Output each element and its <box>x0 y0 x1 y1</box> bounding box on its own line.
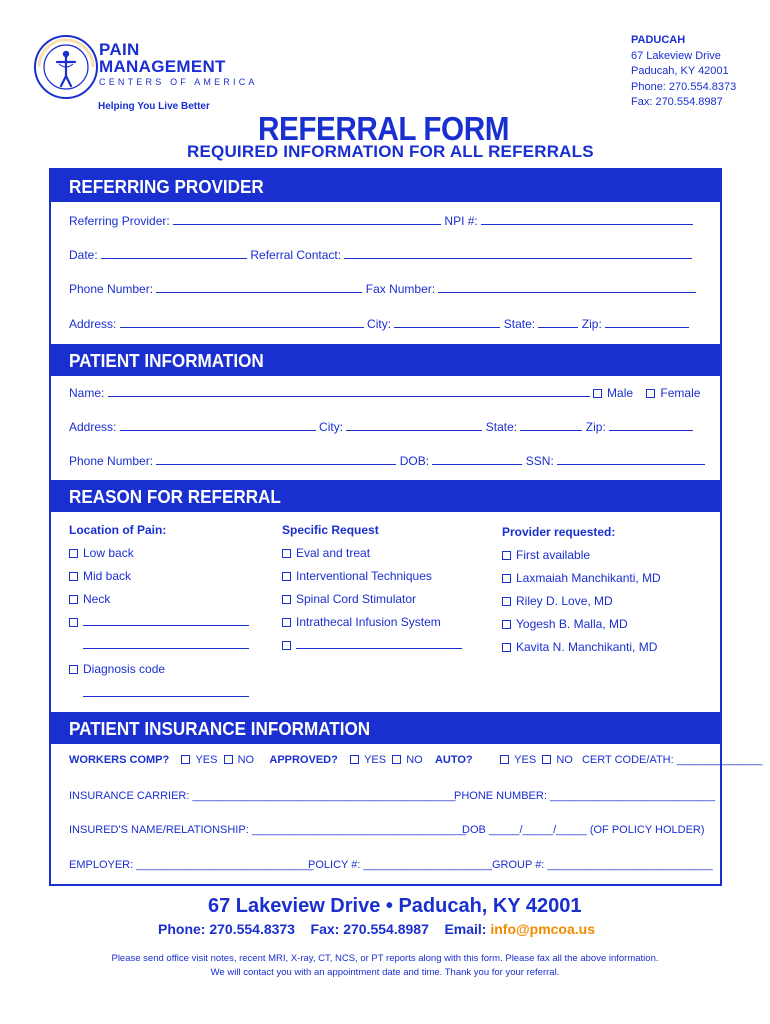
patient-zip-label: Zip: <box>585 420 606 434</box>
patient-zip-field[interactable] <box>609 420 693 431</box>
form-title: REFERRAL FORM <box>258 110 510 147</box>
approved-yes-checkbox[interactable] <box>350 755 359 764</box>
policy-number-field[interactable]: POLICY #: _____________________ <box>308 859 492 871</box>
no-label: NO <box>237 754 255 766</box>
diagnosis-code-field[interactable] <box>83 686 249 697</box>
provider-label: Yogesh B. Malla, MD <box>516 617 628 631</box>
referring-provider-label: Referring Provider: <box>69 214 170 228</box>
patient-state-label: State: <box>485 420 518 434</box>
checkbox[interactable] <box>282 549 291 558</box>
address-label: Address: <box>69 317 117 331</box>
patient-city-field[interactable] <box>346 420 482 431</box>
request-item-interventional[interactable] <box>282 569 432 583</box>
form-subtitle: REQUIRED INFORMATION FOR ALL REFERRALS <box>187 142 594 161</box>
request-item-scs[interactable] <box>282 592 416 606</box>
checkbox[interactable] <box>69 618 78 627</box>
date-label: Date: <box>69 248 98 262</box>
pain-management-seal-logo <box>33 34 99 100</box>
request-item-intrathecal[interactable] <box>282 615 441 629</box>
office-street: 67 Lakeview Drive <box>631 49 721 62</box>
location-label: Low back <box>83 546 134 560</box>
referring-address-row <box>69 317 689 331</box>
insurance-carrier-field[interactable]: INSURANCE CARRIER: ___________________________________________ <box>69 790 456 802</box>
ssn-label: SSN: <box>525 454 554 468</box>
brand-name-line3: CENTERS OF AMERICA <box>99 77 258 87</box>
location-item-mid-back[interactable] <box>69 569 131 583</box>
patient-address-label: Address: <box>69 420 117 434</box>
auto-no-checkbox[interactable] <box>542 755 551 764</box>
footer-note-line1: Please send office visit notes, recent MRI, X-ray, CT, NCS, or PT reports along with this form. Please fax all the above information. <box>111 953 659 964</box>
office-citystate: Paducah, KY 42001 <box>631 65 729 77</box>
state-label: State: <box>503 317 536 331</box>
request-label: Eval and treat <box>296 546 371 560</box>
zip-label: Zip: <box>581 317 602 331</box>
insurance-flags-row <box>69 754 762 766</box>
checkbox[interactable] <box>282 618 291 627</box>
section-referring-provider <box>51 170 720 202</box>
female-label: Female <box>660 386 701 400</box>
provider-item-riley[interactable] <box>502 594 613 608</box>
patient-name-row <box>69 386 700 400</box>
employer-field[interactable]: EMPLOYER: _____________________________ <box>69 859 314 871</box>
provider-item-first-available[interactable] <box>502 548 590 562</box>
referring-provider-field[interactable] <box>173 214 441 225</box>
office-address-block <box>631 33 736 111</box>
location-other-field[interactable] <box>83 615 249 626</box>
patient-phone-field[interactable] <box>156 454 396 465</box>
checkbox[interactable] <box>69 595 78 604</box>
date-contact-row <box>69 248 692 262</box>
provider-heading: Provider requested: <box>502 525 616 539</box>
request-other-field[interactable] <box>296 638 462 649</box>
location-label: Mid back <box>83 569 132 583</box>
patient-phone-label: Phone Number: <box>69 454 154 468</box>
provider-label: Kavita N. Manchikanti, MD <box>516 640 658 654</box>
footer-email-link[interactable]: info@pmcoa.us <box>490 921 596 937</box>
npi-label: NPI #: <box>444 214 478 228</box>
auto-label: AUTO? <box>434 754 473 766</box>
request-label: Spinal Cord Stimulator <box>296 592 417 606</box>
checkbox[interactable] <box>502 620 511 629</box>
provider-item-yogesh[interactable] <box>502 617 628 631</box>
dob-field[interactable] <box>432 454 522 465</box>
yes-label: YES <box>514 754 537 766</box>
auto-yes-checkbox[interactable] <box>500 755 509 764</box>
provider-label: Riley D. Love, MD <box>516 594 613 608</box>
checkbox[interactable] <box>502 643 511 652</box>
diagnosis-line <box>83 686 249 700</box>
office-phone: Phone: 270.554.8373 <box>631 80 737 93</box>
checkbox[interactable] <box>502 597 511 606</box>
cert-code-field[interactable]: CERT CODE/ATH: ______________ <box>581 754 763 766</box>
city-field[interactable] <box>394 317 500 328</box>
request-heading: Specific Request <box>282 523 379 537</box>
footer-fax: Fax: 270.554.8987 <box>310 921 429 937</box>
referral-contact-label: Referral Contact: <box>250 248 342 262</box>
checkbox[interactable] <box>69 549 78 558</box>
zip-field[interactable] <box>605 317 689 328</box>
workers-comp-no-checkbox[interactable] <box>224 755 233 764</box>
request-item-other[interactable] <box>282 638 462 652</box>
request-item-eval[interactable] <box>282 546 370 560</box>
footer-address: 67 Lakeview Drive • Paducah, KY 42001 <box>208 895 582 917</box>
section-title: PATIENT INFORMATION <box>69 351 264 371</box>
checkbox[interactable] <box>282 572 291 581</box>
patient-name-field[interactable] <box>108 386 590 397</box>
location-item-neck[interactable] <box>69 592 110 606</box>
referral-form-frame <box>49 168 763 886</box>
phone-fax-row <box>69 282 696 296</box>
group-number-field[interactable]: GROUP #: ___________________________ <box>492 859 713 871</box>
fax-field[interactable] <box>438 282 696 293</box>
no-label: NO <box>406 754 423 766</box>
office-fax: Fax: 270.554.8987 <box>631 96 723 108</box>
section-patient-information <box>51 344 720 376</box>
referral-contact-field[interactable] <box>344 248 692 259</box>
diagnosis-code-item[interactable] <box>69 662 165 676</box>
patient-state-field[interactable] <box>520 420 582 431</box>
patient-city-label: City: <box>319 420 344 434</box>
workers-comp-yes-checkbox[interactable] <box>181 755 190 764</box>
city-label: City: <box>367 317 392 331</box>
male-checkbox[interactable] <box>593 389 602 398</box>
section-title: REFERRING PROVIDER <box>69 177 264 197</box>
phone-field[interactable] <box>156 282 362 293</box>
footer-contact <box>158 921 595 937</box>
male-label: Male <box>607 386 634 400</box>
request-label: Intrathecal Infusion System <box>296 615 441 629</box>
workers-comp-label: WORKERS COMP? <box>69 754 170 766</box>
diagnosis-label: Diagnosis code <box>83 662 166 676</box>
checkbox[interactable] <box>69 665 78 674</box>
location-other-line2 <box>83 638 249 652</box>
checkbox[interactable] <box>502 574 511 583</box>
patient-phone-row <box>69 454 705 468</box>
office-city: PADUCAH <box>631 34 686 46</box>
location-heading: Location of Pain: <box>69 523 167 537</box>
referring-provider-row <box>69 214 693 228</box>
no-label: NO <box>556 754 573 766</box>
footer-instructions <box>0 952 770 980</box>
checkbox[interactable] <box>502 551 511 560</box>
footer-phone: Phone: 270.554.8373 <box>158 921 295 937</box>
provider-item-kavita[interactable] <box>502 640 657 654</box>
npi-field[interactable] <box>481 214 693 225</box>
approved-label: APPROVED? <box>269 754 338 766</box>
insurance-phone-field[interactable]: PHONE NUMBER: ___________________________ <box>454 790 716 802</box>
yes-label: YES <box>195 754 218 766</box>
date-field[interactable] <box>101 248 247 259</box>
patient-address-row <box>69 420 693 434</box>
phone-label: Phone Number: <box>69 282 154 296</box>
state-field[interactable] <box>538 317 578 328</box>
fax-label: Fax Number: <box>365 282 436 296</box>
section-insurance-information <box>51 712 720 744</box>
location-other-field-2[interactable] <box>83 638 249 649</box>
approved-no-checkbox[interactable] <box>392 755 401 764</box>
brand-name-line2: MANAGEMENT <box>99 57 226 76</box>
tagline: Helping You Live Better <box>98 101 210 112</box>
provider-item-laxmaiah[interactable] <box>502 571 661 585</box>
section-title: PATIENT INSURANCE INFORMATION <box>69 719 371 739</box>
provider-label: Laxmaiah Manchikanti, MD <box>516 571 661 585</box>
policy-holder-dob-field[interactable]: DOB _____/_____/_____ (OF POLICY HOLDER) <box>462 824 705 836</box>
patient-address-field[interactable] <box>120 420 316 431</box>
checkbox[interactable] <box>282 641 291 650</box>
female-checkbox[interactable] <box>646 389 655 398</box>
location-item-other[interactable] <box>69 615 249 629</box>
checkbox[interactable] <box>282 595 291 604</box>
footer-email-label: Email: <box>444 921 487 937</box>
patient-name-label: Name: <box>69 386 105 400</box>
location-item-low-back[interactable] <box>69 546 134 560</box>
location-label: Neck <box>83 592 111 606</box>
ssn-field[interactable] <box>557 454 705 465</box>
insured-name-field[interactable]: INSURED'S NAME/RELATIONSHIP: ___________________________________ <box>69 824 466 836</box>
section-reason-for-referral <box>51 480 720 512</box>
brand-name-line1: PAIN <box>99 40 140 59</box>
dob-label: DOB: <box>399 454 430 468</box>
checkbox[interactable] <box>69 572 78 581</box>
provider-label: First available <box>516 548 591 562</box>
yes-label: YES <box>364 754 387 766</box>
address-field[interactable] <box>120 317 364 328</box>
request-label: Interventional Techniques <box>296 569 432 583</box>
footer-note-line2: We will contact you with an appointment date and time. Thank you for your referral. <box>210 967 560 978</box>
section-title: REASON FOR REFERRAL <box>69 487 281 507</box>
